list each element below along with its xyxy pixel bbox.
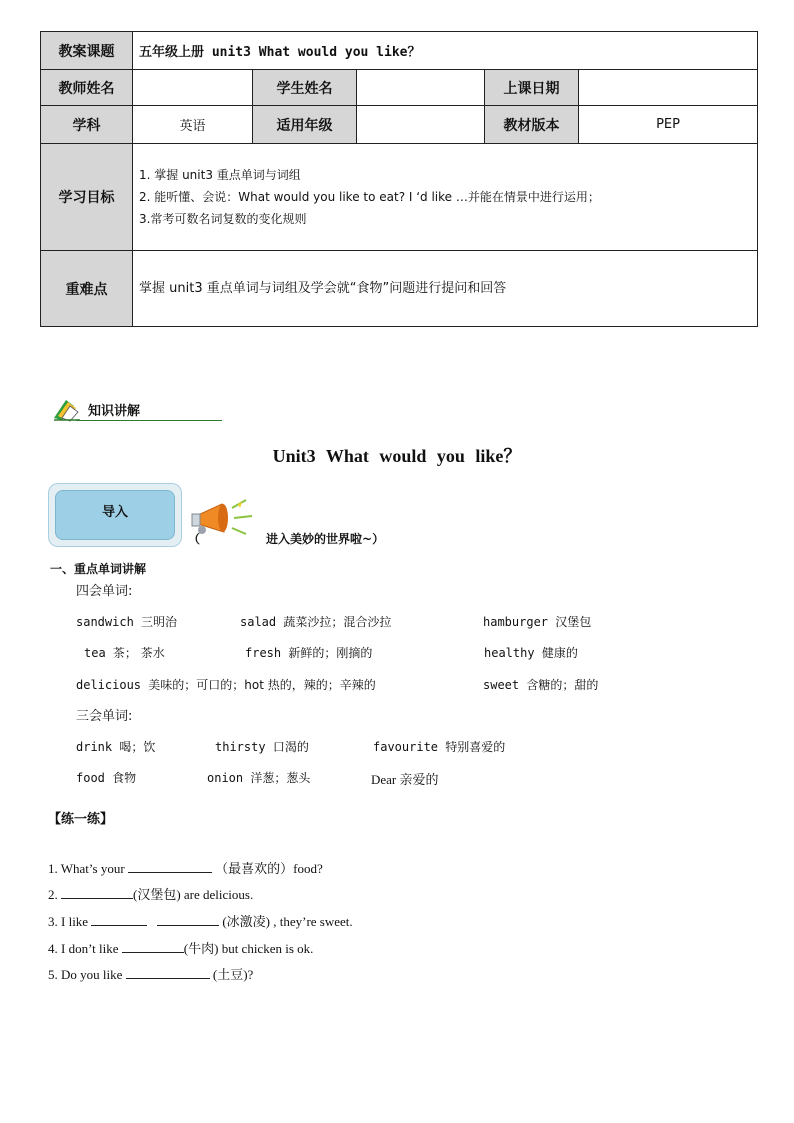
word-en: drink: [76, 740, 113, 754]
question-text: 4. I don’t like: [48, 941, 119, 956]
question-4: [48, 938, 313, 957]
answer-blank[interactable]: [61, 886, 133, 899]
word-item: [483, 676, 598, 693]
word-cn: 洋葱；葱头: [250, 771, 311, 785]
word-en: delicious: [76, 678, 142, 692]
teacher-label: 教师姓名: [41, 70, 133, 106]
question-text: (汉堡包) are delicious.: [133, 887, 254, 902]
lesson-info-table: [40, 31, 758, 327]
intro-button-label: 导入: [55, 490, 175, 540]
section-label-text: 知识讲解: [88, 403, 141, 419]
word-item: [76, 738, 155, 755]
document-title: Unit3 What would you like？: [272, 446, 522, 466]
answer-blank[interactable]: [91, 913, 147, 926]
subject-label: 学科: [41, 106, 133, 144]
question-text: (牛肉) but chicken is ok.: [183, 941, 314, 956]
word-en: salad: [240, 615, 277, 629]
goals-label: 学习目标: [41, 144, 133, 251]
word-en: food: [76, 771, 105, 785]
word-en: tea: [84, 646, 106, 660]
edition-value: PEP: [579, 106, 758, 144]
question-1: [48, 858, 323, 877]
word-cn: 特别喜爱的: [445, 740, 506, 754]
grade-value: [357, 106, 485, 144]
word-cn: 汉堡包: [555, 615, 592, 629]
goals-cell: [133, 144, 758, 251]
word-item: [371, 769, 439, 788]
lesson-title-label: 教案课题: [41, 32, 133, 70]
question-2: [48, 884, 253, 903]
goal-item: 2. 能听懂、会说：What would you like to eat? I ‘d like …并能在情景中进行运用；: [139, 190, 600, 204]
word-item: [207, 769, 310, 786]
keypoints-value: 掌握 unit3 重点单词与词组及学会就“食物”问题进行提问和回答: [133, 251, 758, 327]
heading-key-words: 一、重点单词讲解: [50, 562, 147, 576]
answer-blank[interactable]: [157, 913, 219, 926]
question-5: [48, 964, 253, 983]
student-label: 学生姓名: [253, 70, 357, 106]
word-cn: 喝；饮: [119, 740, 156, 754]
word-en: healthy: [484, 646, 535, 660]
word-item: [215, 738, 309, 755]
word-item: [76, 613, 177, 630]
question-text: 3. I like: [48, 914, 89, 929]
word-item: [484, 644, 578, 661]
enter-text-body: 进入美妙的世界啦~）: [266, 532, 385, 546]
word-cn: 口渴的: [272, 740, 309, 754]
enter-text-paren: （: [188, 532, 201, 546]
word-cn: 三明治: [141, 615, 178, 629]
word-cn: 亲爱的: [399, 773, 439, 788]
word-cn: 食物: [112, 771, 137, 785]
question-3: [48, 911, 353, 930]
word-item: [76, 769, 136, 786]
keypoints-label: 重难点: [41, 251, 133, 327]
word-item: [76, 676, 376, 693]
goal-item: 1. 掌握 unit3 重点单词与词组: [139, 168, 301, 182]
answer-blank[interactable]: [128, 860, 212, 873]
word-item: [373, 738, 505, 755]
intro-button[interactable]: [48, 483, 182, 547]
section-label: [52, 396, 140, 422]
word-en: sandwich: [76, 615, 134, 629]
question-text: (冰激凌) , they’re sweet.: [222, 914, 353, 929]
word-en: hamburger: [483, 615, 549, 629]
word-item: [245, 644, 372, 661]
books-icon: [52, 396, 82, 422]
grade-label: 适用年级: [253, 106, 357, 144]
lesson-title-value: 五年级上册 unit3 What would you like？: [133, 32, 758, 70]
edition-label: 教材版本: [485, 106, 579, 144]
three-skill-label: 三会单词:: [76, 709, 133, 724]
word-en: sweet: [483, 678, 520, 692]
word-item: [240, 613, 391, 630]
four-skill-label: 四会单词:: [76, 584, 133, 599]
subject-value: 英语: [133, 106, 253, 144]
word-cn: 含糖的；甜的: [526, 678, 599, 692]
word-cn: 健康的: [541, 646, 578, 660]
word-en: onion: [207, 771, 244, 785]
date-label: 上课日期: [485, 70, 579, 106]
word-en: favourite: [373, 740, 439, 754]
student-value: [357, 70, 485, 106]
goal-item: 3.常考可数名词复数的变化规则: [139, 212, 307, 226]
answer-blank[interactable]: [122, 940, 184, 953]
question-text: 5. Do you like: [48, 967, 123, 982]
word-cn: 蔬菜沙拉；混合沙拉: [283, 615, 392, 629]
question-text: 2.: [48, 887, 58, 902]
practice-heading: 【练一练】: [48, 812, 114, 827]
answer-blank[interactable]: [126, 966, 210, 979]
enter-text: [188, 530, 384, 547]
word-en: thirsty: [215, 740, 266, 754]
word-item: [84, 644, 165, 661]
teacher-value: [133, 70, 253, 106]
word-cn: 美味的；可口的；hot 热的，辣的；辛辣的: [148, 678, 376, 692]
question-text: (土豆)?: [212, 967, 254, 982]
word-item: [483, 613, 591, 630]
word-cn: 新鲜的；刚摘的: [288, 646, 373, 660]
question-text: 1. What’s your: [48, 861, 125, 876]
date-value: [579, 70, 758, 106]
word-en: Dear: [371, 772, 397, 787]
word-en: fresh: [245, 646, 282, 660]
section-underline: [76, 420, 222, 421]
word-cn: 茶； 茶水: [112, 646, 165, 660]
question-text: （最喜欢的）food?: [215, 861, 323, 876]
